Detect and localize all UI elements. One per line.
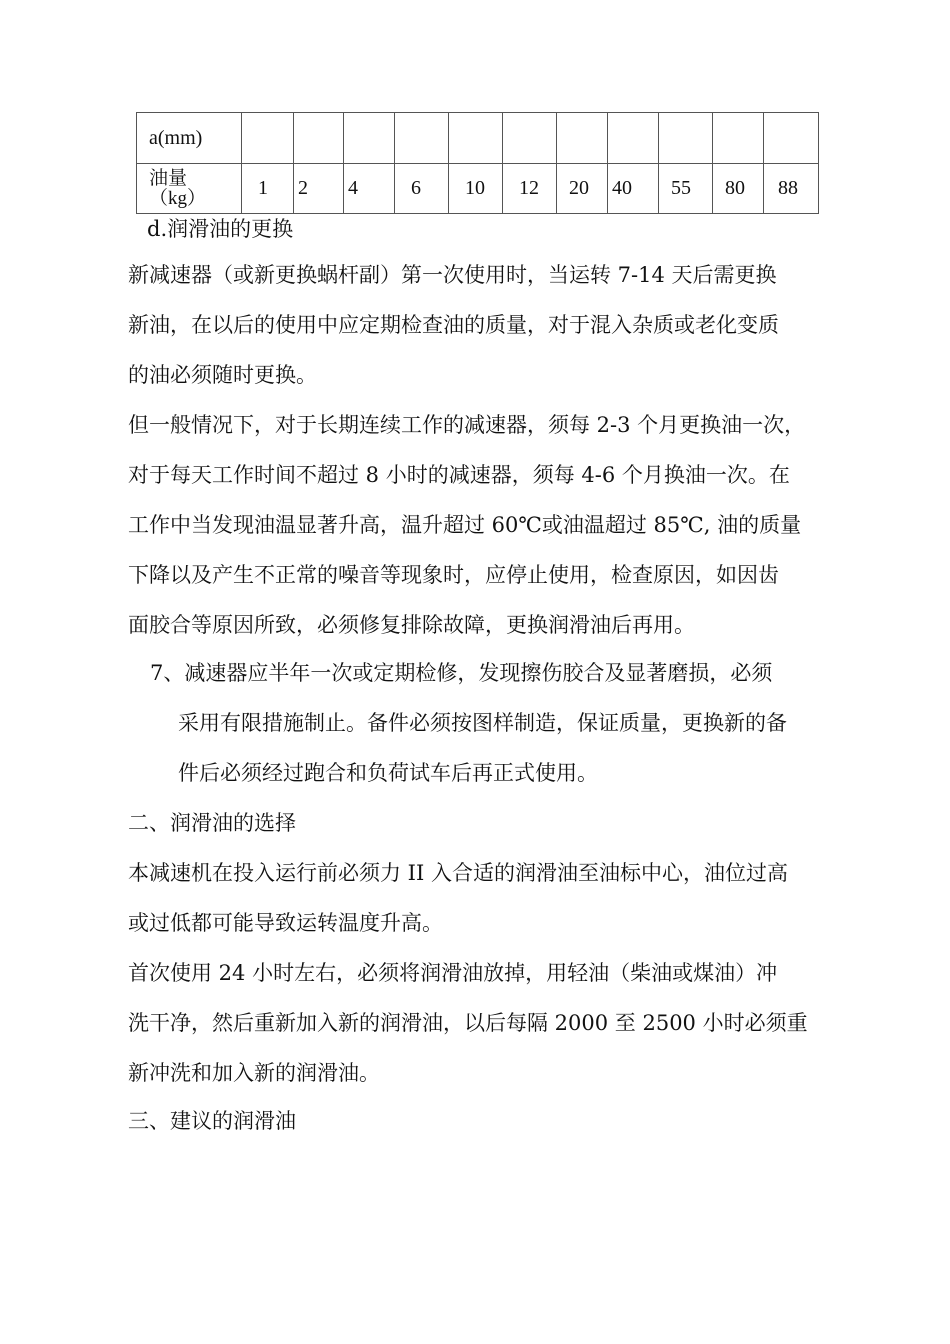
section-heading-2: 二、润滑油的选择	[128, 811, 296, 835]
section-heading-3: 三、建议的润滑油	[128, 1109, 296, 1133]
oil-quantity-table	[136, 112, 819, 214]
text-line: 但一般情况下，对于长期连续工作的减速器，须每 2-3 个月更换油一次，	[128, 413, 806, 437]
table-cell: 2	[294, 164, 344, 214]
paragraph-general-case	[128, 400, 840, 650]
table-cell	[659, 113, 713, 164]
row-header-oil-line1: 油量	[149, 167, 188, 189]
row-header-oil-line2: （kg）	[149, 187, 207, 209]
table-cell	[557, 113, 608, 164]
text-line: 件后必须经过跑合和负荷试车后再正式使用。	[178, 761, 598, 785]
table-cell: 20	[557, 164, 608, 214]
text-line: 或过低都可能导致运转温度升高。	[128, 911, 443, 935]
table-cell: 40	[608, 164, 659, 214]
text-line: 首次使用 24 小时左右，必须将润滑油放掉，用轻油（柴油或煤油）冲	[128, 961, 778, 985]
text-line: 采用有限措施制止。备件必须按图样制造，保证质量，更换新的备	[178, 711, 787, 735]
text-line: 洗干净，然后重新加入新的润滑油，以后每隔 2000 至 2500 小时必须重	[128, 1011, 808, 1035]
row-header-a-mm: a(mm)	[137, 113, 242, 164]
table-cell: 10	[449, 164, 503, 214]
text-line: 新油，在以后的使用中应定期检查油的质量，对于混入杂质或老化变质	[128, 313, 779, 337]
table-cell	[242, 113, 294, 164]
text-line: 7、减速器应半年一次或定期检修，发现擦伤胶合及显著磨损，必须	[150, 661, 773, 685]
table-cell	[713, 113, 764, 164]
row-header-oil-kg	[137, 164, 242, 214]
table-cell	[503, 113, 557, 164]
table-row-oil-kg	[137, 164, 819, 214]
table-cell	[764, 113, 819, 164]
table-row-a-mm	[137, 113, 819, 164]
section-heading-d: d.润滑油的更换	[147, 217, 294, 241]
table-cell: 6	[395, 164, 449, 214]
paragraph-oil-selection	[128, 848, 840, 948]
table-cell	[449, 113, 503, 164]
table-cell	[344, 113, 395, 164]
paragraph-first-use	[128, 948, 840, 1098]
text-line: 对于每天工作时间不超过 8 小时的减速器，须每 4-6 个月换油一次。在	[128, 463, 790, 487]
table-cell: 4	[344, 164, 395, 214]
text-line: 下降以及产生不正常的噪音等现象时，应停止使用，检查原因，如因齿	[128, 563, 779, 587]
table-cell: 88	[764, 164, 819, 214]
paragraph-oil-change	[128, 250, 840, 400]
table-cell: 80	[713, 164, 764, 214]
table-cell	[395, 113, 449, 164]
table-cell	[294, 113, 344, 164]
text-line: 的油必须随时更换。	[128, 363, 317, 387]
table-cell	[608, 113, 659, 164]
table-cell: 12	[503, 164, 557, 214]
text-line: 新减速器（或新更换蜗杆副）第一次使用时，当运转 7-14 天后需更换	[128, 263, 777, 287]
list-item-7	[150, 648, 862, 798]
text-line: 新冲洗和加入新的润滑油。	[128, 1061, 380, 1085]
text-line: 工作中当发现油温显著升高，温升超过 60℃或油温超过 85℃, 油的质量	[128, 513, 802, 537]
table-cell: 55	[659, 164, 713, 214]
text-line: 面胶合等原因所致，必须修复排除故障，更换润滑油后再用。	[128, 613, 695, 637]
text-line: 本减速机在投入运行前必须力 II 入合适的润滑油至油标中心，油位过高	[128, 861, 788, 885]
table-cell: 1	[242, 164, 294, 214]
